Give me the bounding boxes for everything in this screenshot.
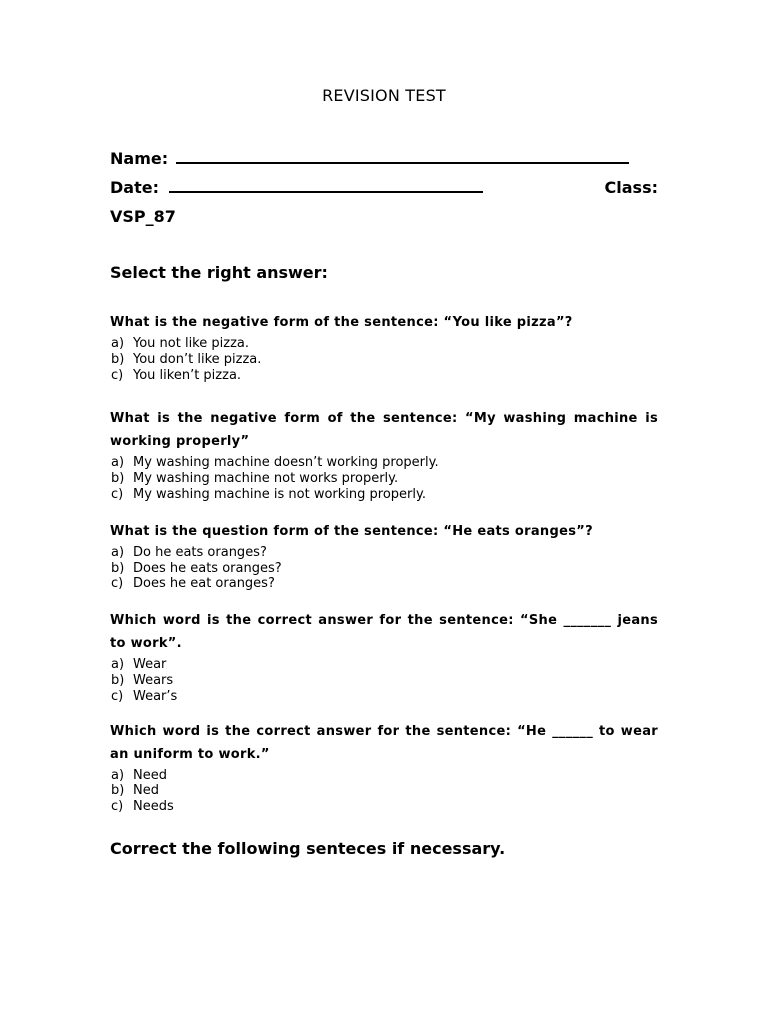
date-field bbox=[110, 173, 483, 202]
option-text: Wear’s bbox=[133, 688, 178, 704]
option-item bbox=[110, 689, 658, 705]
option-letter: c) bbox=[111, 576, 124, 592]
option-letter: c) bbox=[111, 799, 124, 815]
option-letter: b) bbox=[111, 471, 125, 487]
option-item bbox=[110, 768, 658, 784]
option-item bbox=[110, 455, 658, 471]
question-4 bbox=[110, 609, 658, 704]
option-text: Does he eats oranges? bbox=[133, 560, 282, 576]
option-text: Needs bbox=[133, 799, 174, 815]
option-text: You liken’t pizza. bbox=[133, 367, 242, 383]
question-1 bbox=[110, 311, 658, 383]
option-item bbox=[110, 545, 658, 561]
class-code: VSP_87 bbox=[110, 207, 176, 226]
option-list bbox=[110, 455, 658, 502]
option-item bbox=[110, 657, 658, 673]
date-label: Date: bbox=[110, 178, 159, 197]
question-text: What is the question form of the sentence: “He eats oranges”? bbox=[110, 523, 593, 539]
option-text: You don’t like pizza. bbox=[133, 351, 262, 367]
option-letter: b) bbox=[111, 351, 125, 367]
option-text: Do he eats oranges? bbox=[133, 544, 267, 560]
question-text: What is the negative form of the sentence: “You like pizza”? bbox=[110, 315, 573, 330]
option-text: Does he eat oranges? bbox=[133, 576, 275, 592]
question-text: Which word is the correct answer for the sentence: “He ______ to wear an uniform to work.” bbox=[110, 723, 658, 762]
option-letter: b) bbox=[111, 783, 125, 799]
name-label: Name: bbox=[110, 149, 169, 168]
question-3 bbox=[110, 520, 658, 592]
option-list bbox=[110, 657, 658, 704]
option-item bbox=[110, 487, 658, 503]
option-item bbox=[110, 336, 658, 352]
option-item bbox=[110, 673, 658, 689]
option-letter: b) bbox=[111, 560, 125, 576]
option-letter: a) bbox=[111, 767, 125, 783]
option-item bbox=[110, 471, 658, 487]
date-blank-line bbox=[169, 175, 483, 193]
date-class-row bbox=[110, 173, 658, 202]
option-letter: c) bbox=[111, 367, 124, 383]
class-label: Class: bbox=[604, 178, 658, 197]
section-heading-select: Select the right answer: bbox=[110, 263, 328, 282]
option-letter: a) bbox=[111, 455, 125, 471]
option-text: Ned bbox=[133, 783, 159, 799]
question-2 bbox=[110, 407, 658, 502]
name-field-row bbox=[110, 144, 658, 173]
question-text: What is the negative form of the sentence: “My washing machine is working properly” bbox=[110, 411, 658, 450]
option-letter: a) bbox=[111, 336, 125, 351]
document-title: REVISION TEST bbox=[322, 86, 446, 105]
option-item bbox=[110, 799, 658, 815]
option-item bbox=[110, 352, 658, 368]
option-letter: a) bbox=[111, 657, 125, 673]
option-text: My washing machine is not working properly. bbox=[133, 486, 426, 502]
option-text: Need bbox=[133, 767, 167, 783]
option-text: Wear bbox=[133, 657, 167, 673]
option-list bbox=[110, 336, 658, 383]
name-blank-line bbox=[176, 146, 629, 164]
option-text: My washing machine not works properly. bbox=[133, 471, 399, 487]
option-letter: c) bbox=[111, 688, 124, 704]
option-text: Wears bbox=[133, 672, 174, 688]
option-letter: b) bbox=[111, 672, 125, 688]
option-item bbox=[110, 368, 658, 384]
question-text: Which word is the correct answer for the sentence: “She _______ jeans to work”. bbox=[110, 613, 658, 652]
option-item bbox=[110, 576, 658, 592]
option-text: You not like pizza. bbox=[133, 336, 249, 351]
option-list bbox=[110, 545, 658, 592]
option-item bbox=[110, 783, 658, 799]
section-heading-correct: Correct the following senteces if necessary. bbox=[110, 838, 506, 858]
option-letter: c) bbox=[111, 486, 124, 502]
question-5 bbox=[110, 720, 658, 815]
option-list bbox=[110, 768, 658, 815]
option-item bbox=[110, 561, 658, 577]
option-text: My washing machine doesn’t working properly. bbox=[133, 455, 439, 471]
option-letter: a) bbox=[111, 544, 125, 560]
